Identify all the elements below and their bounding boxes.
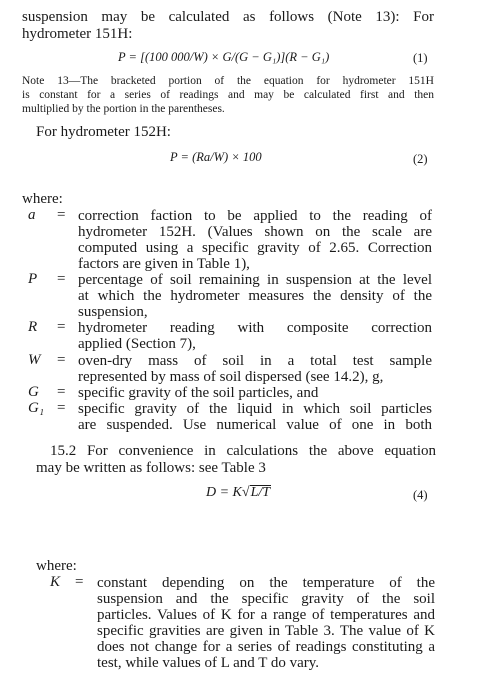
definition-w-line-2: represented by mass of soil dispersed (see 14.2), g, [78, 369, 384, 385]
definition-k-line-5: does not change for a series of readings constituting a [97, 639, 435, 655]
where-label-1: where: [22, 191, 63, 207]
definition-r-line-2: applied (Section 7), [78, 336, 196, 352]
equation-2: P = (Ra/W) × 100 [170, 150, 262, 164]
definition-r [78, 320, 432, 352]
definition-k-line-4: specific gravities are given in Table 3. The value of K [97, 623, 435, 639]
definition-g1-line-1: specific gravity of the liquid in which soil particles [78, 401, 432, 417]
definition-equals: = [75, 574, 84, 590]
equation-1: P = [(100 000/W) × G/(G − G₁)](R − G₁) [118, 50, 330, 64]
intro-line-2: hydrometer 151H: [22, 26, 133, 42]
definition-a-line-1: correction faction to be applied to the reading of [78, 208, 432, 224]
equation-2-number: (2) [413, 152, 428, 166]
equation-4-radicand: L/T [250, 485, 271, 500]
definition-a-line-3: computed using a specific gravity of 2.65. Correction [78, 240, 432, 256]
definition-equals: = [57, 352, 66, 368]
definition-k-line-6: test, while values of L and T do vary. [97, 655, 320, 671]
definition-equals: = [57, 271, 66, 287]
radical-sign-icon: √ [241, 485, 250, 500]
definition-a [78, 208, 432, 272]
definition-p-line-3: suspension, [78, 304, 148, 320]
definition-symbol-p: P [28, 271, 38, 287]
definition-equals: = [57, 207, 66, 223]
definition-g-line-1: specific gravity of the soil particles, and [78, 385, 319, 401]
note-13-line-2: is constant for a series of readings and may be calculated first and then [22, 89, 434, 101]
definition-p [78, 272, 432, 320]
definition-p-line-2: at which the hydrometer measures the density of the [78, 288, 432, 304]
where-label-2: where: [36, 558, 77, 574]
definition-symbol-g: G [28, 384, 39, 400]
equation-4 [206, 485, 271, 501]
definition-k-line-3: particles. Values of K for a range of temperatures and [97, 607, 435, 623]
definition-symbol-a: a [28, 207, 36, 223]
definition-a-line-2: hydrometer 152H. (Values shown on the scale are [78, 224, 432, 240]
definition-k-line-1: constant depending on the temperature of the [97, 575, 435, 591]
note-13-line-1: Note 13—The bracketed portion of the equation for hydrometer 151H [22, 75, 434, 87]
equation-4-number: (4) [413, 488, 428, 502]
definition-equals: = [57, 319, 66, 335]
definition-symbol-r: R [28, 319, 38, 335]
definition-w-line-1: oven-dry mass of soil in a total test sample [78, 353, 432, 369]
definition-g1 [78, 401, 432, 433]
equation-1-number: (1) [413, 51, 428, 65]
definition-w [78, 353, 432, 385]
definition-p-line-1: percentage of soil remaining in suspension at the level [78, 272, 432, 288]
note-13-line-3: multiplied by the portion in the parentheses. [22, 103, 225, 115]
definition-k-line-2: suspension and the specific gravity of the soil [97, 591, 435, 607]
definition-g [78, 385, 432, 401]
definition-symbol-g1: G₁ [28, 400, 45, 416]
definition-symbol-w: W [28, 352, 41, 368]
hydrometer-152h-heading: For hydrometer 152H: [36, 124, 171, 140]
definition-equals: = [57, 400, 66, 416]
definition-symbol-k: K [50, 574, 61, 590]
definition-a-line-4: factors are given in Table 1), [78, 256, 250, 272]
definition-k [97, 575, 435, 671]
equation-4-lhs: D = K [206, 485, 242, 500]
section-15-2-line-1: 15.2 For convenience in calculations the above equation [50, 443, 436, 459]
section-15-2-line-2: may be written as follows: see Table 3 [36, 460, 266, 476]
definition-equals: = [57, 384, 66, 400]
intro-line-1: suspension may be calculated as follows (Note 13): For [22, 9, 434, 25]
definition-g1-line-2: are suspended. Use numerical value of one in both [78, 417, 432, 433]
definition-r-line-1: hydrometer reading with composite correction [78, 320, 432, 336]
